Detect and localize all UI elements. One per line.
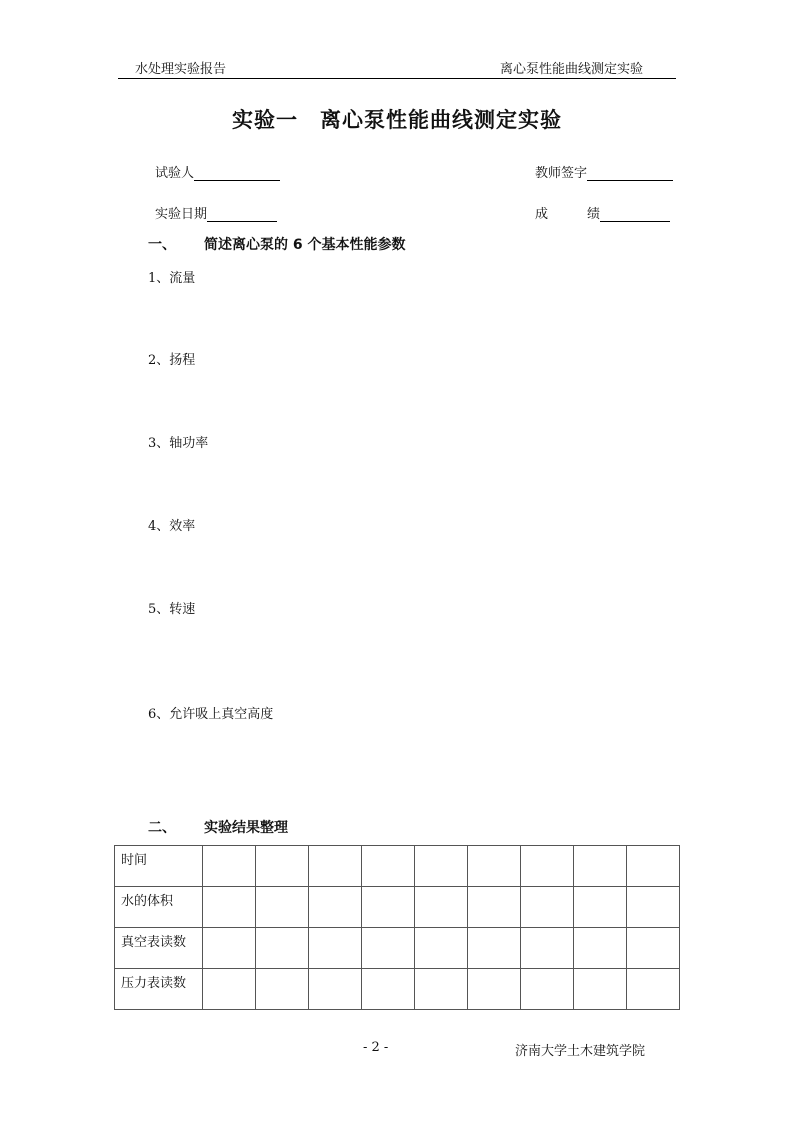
section2-heading <box>148 817 288 837</box>
experimenter-label: 试验人 <box>155 166 195 181</box>
table-cell[interactable] <box>627 969 680 1010</box>
table-cell[interactable] <box>627 846 680 887</box>
grade-label: 成 绩 <box>535 207 601 222</box>
table-cell[interactable] <box>256 928 309 969</box>
table-cell[interactable] <box>521 887 574 928</box>
results-table <box>114 845 680 1010</box>
section2-title: 实验结果整理 <box>204 820 288 836</box>
section1-title: 简述离心泵的 6 个基本性能参数 <box>204 237 406 253</box>
table-cell[interactable] <box>521 969 574 1010</box>
table-cell[interactable] <box>521 928 574 969</box>
table-cell[interactable] <box>362 887 415 928</box>
question-item-6: 6、允许吸上真空高度 <box>148 707 274 722</box>
table-cell[interactable] <box>203 969 256 1010</box>
question-item-4: 4、效率 <box>148 519 196 534</box>
table-row <box>115 969 680 1010</box>
table-row <box>115 846 680 887</box>
section1-heading <box>148 234 406 254</box>
table-cell[interactable] <box>362 846 415 887</box>
table-cell[interactable] <box>415 846 468 887</box>
page-number: - 2 - <box>363 1040 389 1055</box>
question-item-3: 3、轴功率 <box>148 436 209 451</box>
table-cell[interactable] <box>574 969 627 1010</box>
section1-number: 一、 <box>148 237 176 253</box>
table-cell[interactable] <box>468 846 521 887</box>
table-cell[interactable] <box>468 928 521 969</box>
table-cell[interactable] <box>574 928 627 969</box>
table-cell[interactable] <box>309 969 362 1010</box>
table-cell[interactable] <box>309 846 362 887</box>
experimenter-blank <box>194 166 280 181</box>
table-cell[interactable] <box>468 969 521 1010</box>
row-label: 水的体积 <box>115 887 203 928</box>
row-label: 真空表读数 <box>115 928 203 969</box>
experimenter-field <box>155 162 280 181</box>
table-cell[interactable] <box>627 928 680 969</box>
table-cell[interactable] <box>203 887 256 928</box>
table-cell[interactable] <box>203 846 256 887</box>
table-cell[interactable] <box>362 928 415 969</box>
table-row <box>115 928 680 969</box>
table-cell[interactable] <box>468 887 521 928</box>
footer-institution: 济南大学土木建筑学院 <box>515 1044 646 1059</box>
section2-number: 二、 <box>148 820 176 836</box>
teacher-signature-field <box>535 162 673 181</box>
grade-field <box>535 203 670 222</box>
table-row <box>115 887 680 928</box>
header-right-title: 离心泵性能曲线测定实验 <box>500 62 644 77</box>
grade-blank <box>600 207 670 222</box>
table-cell[interactable] <box>521 846 574 887</box>
table-cell[interactable] <box>256 846 309 887</box>
table-cell[interactable] <box>256 969 309 1010</box>
question-item-5: 5、转速 <box>148 602 196 617</box>
table-cell[interactable] <box>627 887 680 928</box>
table-cell[interactable] <box>415 887 468 928</box>
date-field <box>155 203 277 222</box>
teacher-signature-label: 教师签字 <box>535 166 588 181</box>
table-cell[interactable] <box>415 928 468 969</box>
row-label: 时间 <box>115 846 203 887</box>
question-item-2: 2、扬程 <box>148 353 196 368</box>
table-cell[interactable] <box>415 969 468 1010</box>
table-cell[interactable] <box>309 928 362 969</box>
row-label: 压力表读数 <box>115 969 203 1010</box>
table-cell[interactable] <box>574 846 627 887</box>
table-cell[interactable] <box>203 928 256 969</box>
question-item-1: 1、流量 <box>148 271 196 286</box>
table-cell[interactable] <box>574 887 627 928</box>
teacher-signature-blank <box>587 166 673 181</box>
table-cell[interactable] <box>256 887 309 928</box>
header-rule <box>118 78 676 79</box>
date-blank <box>207 207 277 222</box>
header-left-title: 水处理实验报告 <box>135 62 227 77</box>
date-label: 实验日期 <box>155 207 208 222</box>
table-cell[interactable] <box>362 969 415 1010</box>
page-title: 实验一 离心泵性能曲线测定实验 <box>232 108 562 132</box>
table-cell[interactable] <box>309 887 362 928</box>
